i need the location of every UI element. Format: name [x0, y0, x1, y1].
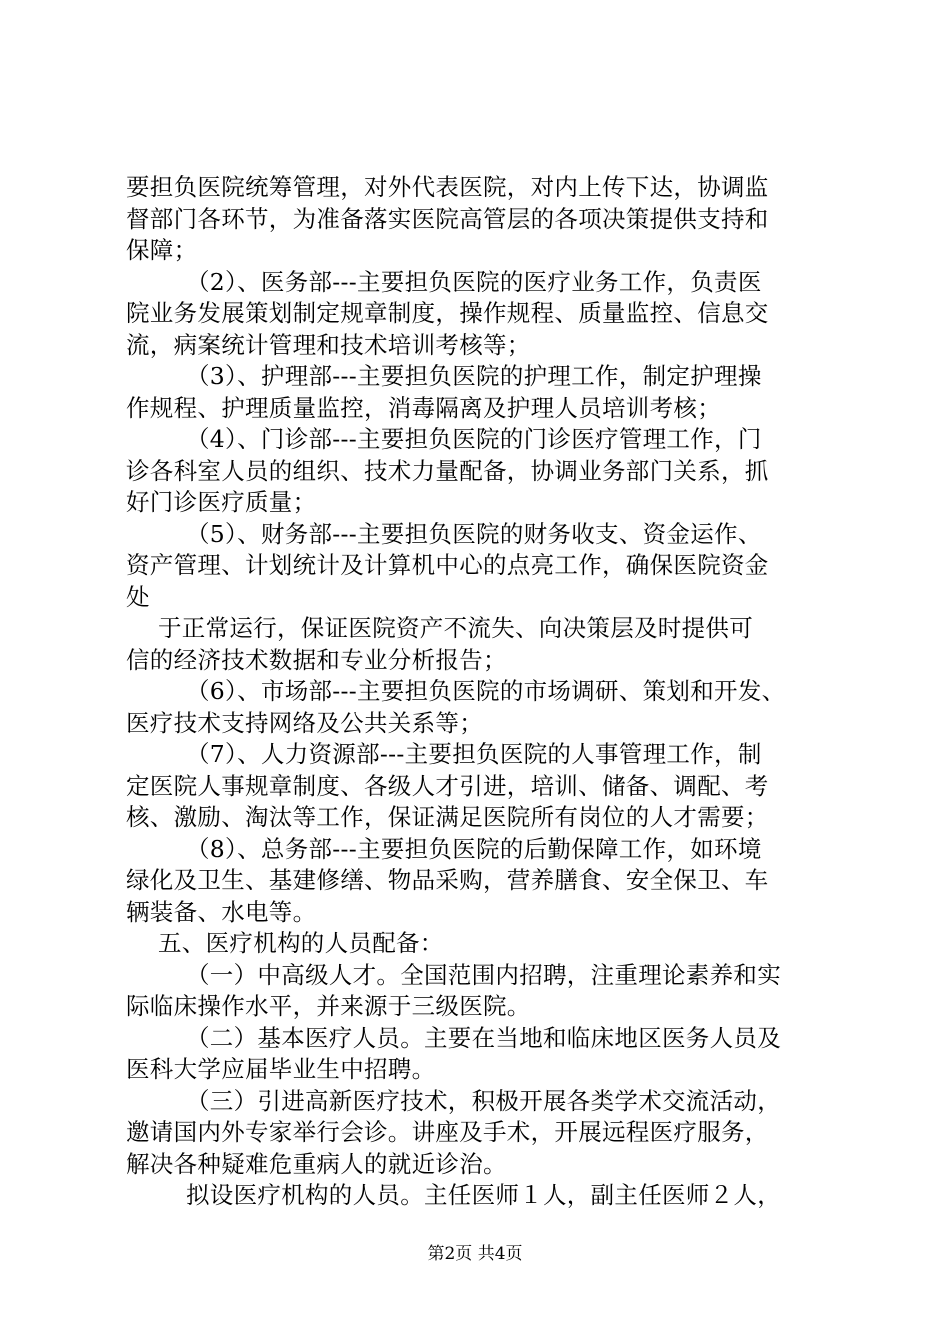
text-line: 际临床操作水平，并来源于三级医院。	[126, 992, 531, 1020]
text-line: 五、医疗机构的人员配备：	[158, 929, 444, 957]
text-line: 院业务发展策划制定规章制度，操作规程、质量监控、信息交	[126, 299, 769, 327]
text-line: （2）、医务部---主要担负医院的医疗业务工作，负责医	[186, 267, 762, 296]
text-line: 督部门各环节，为准备落实医院高管层的各项决策提供支持和	[126, 204, 769, 233]
text-line: （3）、护理部---主要担负医院的护理工作，制定护理操	[186, 362, 762, 390]
text-line: （5）、财务部---主要担负医院的财务收支、资金运作、	[186, 519, 762, 548]
page-footer: 第2页 共4页	[427, 1244, 523, 1264]
text-line: 绿化及卫生、基建修缮、物品采购，营养膳食、安全保卫、车	[126, 866, 769, 894]
text-line: （4）、门诊部---主要担负医院的门诊医疗管理工作，门	[186, 425, 762, 453]
text-line: 解决各种疑难危重病人的就近诊治。	[126, 1149, 507, 1178]
text-line: （6）、市场部---主要担负医院的市场调研、策划和开发、	[186, 677, 786, 705]
text-line: 核、激励、淘汰等工作，保证满足医院所有岗位的人才需要；	[126, 803, 769, 831]
text-line: 作规程、护理质量监控，消毒隔离及护理人员培训考核；	[126, 393, 721, 422]
text-line: 保障；	[126, 236, 198, 264]
text-line: 医科大学应届毕业生中招聘。	[126, 1055, 436, 1083]
text-line: 诊各科室人员的组织、技术力量配备，协调业务部门关系，抓	[126, 456, 769, 485]
text-line: （三）引进高新医疗技术，积极开展各类学术交流活动，	[186, 1086, 781, 1115]
text-line: （二）基本医疗人员。主要在当地和临床地区医务人员及	[186, 1023, 781, 1052]
document-body	[126, 172, 836, 1212]
text-line: 定医院人事规章制度、各级人才引进，培训、储备、调配、考	[126, 771, 769, 800]
text-line: 邀请国内外专家举行会诊。讲座及手术，开展远程医疗服务，	[126, 1118, 769, 1146]
text-line: 于正常运行，保证医院资产不流失、向决策层及时提供可	[158, 614, 753, 642]
text-line: 处	[126, 582, 150, 611]
text-line: （7）、人力资源部---主要担负医院的人事管理工作，制	[186, 740, 762, 768]
text-line: 辆装备、水电等。	[126, 897, 317, 926]
text-line: 流，病案统计管理和技术培训考核等；	[126, 330, 531, 359]
text-line: （一）中高级人才。全国范围内招聘，注重理论素养和实	[186, 960, 781, 989]
text-line: （8）、总务部---主要担负医院的后勤保障工作，如环境	[186, 834, 762, 863]
text-line: 医疗技术支持网络及公共关系等；	[126, 708, 483, 737]
text-line: 资产管理、计划统计及计算机中心的点亮工作，确保医院资金	[126, 551, 769, 579]
text-line: 信的经济技术数据和专业分析报告；	[126, 645, 507, 674]
text-line: 好门诊医疗质量；	[126, 488, 317, 516]
text-line: 要担负医院统筹管理，对外代表医院，对内上传下达，协调监	[126, 173, 769, 201]
text-line: 拟设医疗机构的人员。主任医师１人，副主任医师２人，	[186, 1181, 781, 1209]
